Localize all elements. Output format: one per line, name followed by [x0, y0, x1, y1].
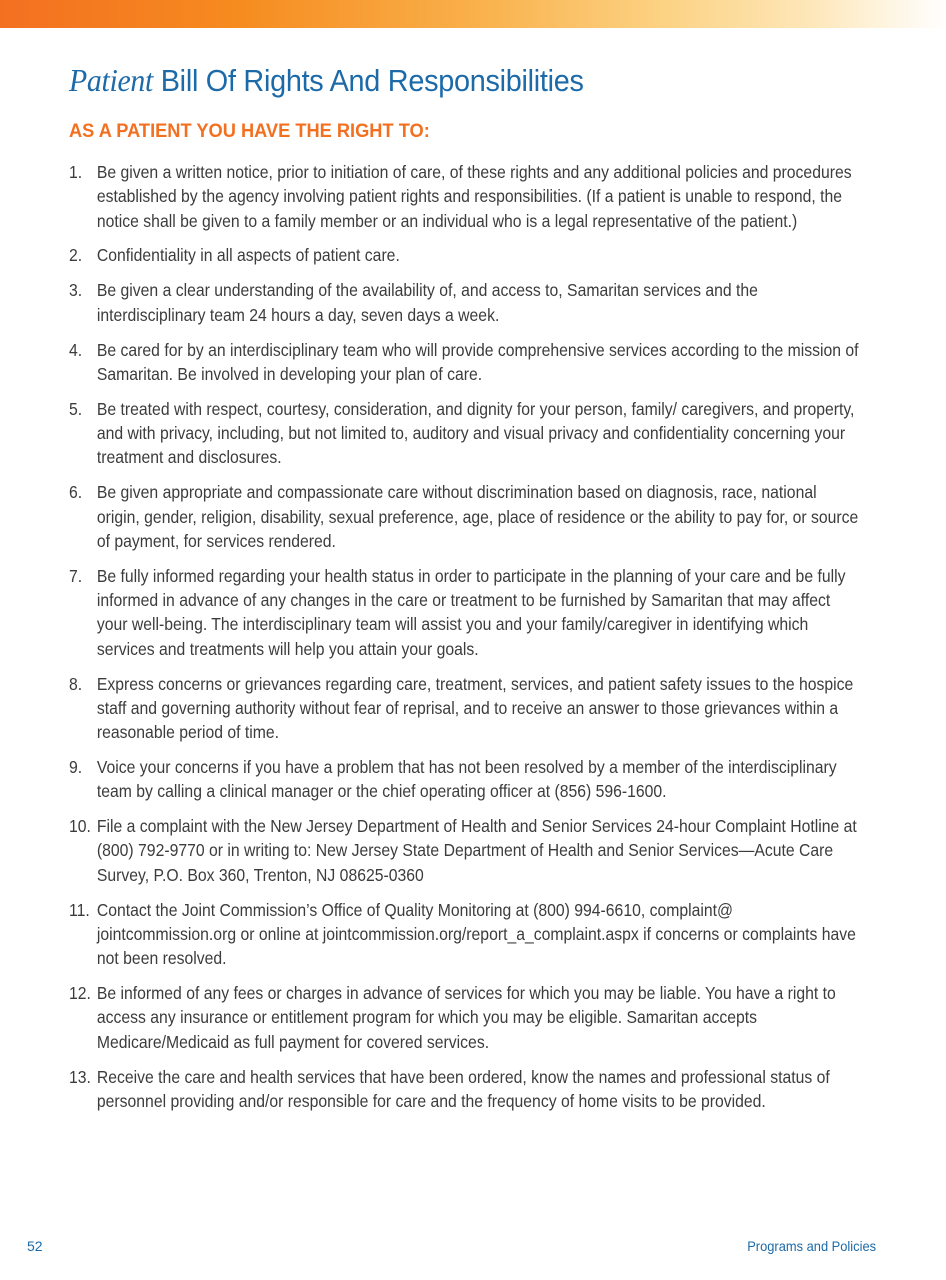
- item-text: Be treated with respect, courtesy, consideration, and dignity for your person, family/ caregivers, and property, and with privacy, including, but not limited to, auditory and visual privacy and confidentiality concerning your treatment and disclosures.: [96, 398, 855, 468]
- item-text: File a complaint with the New Jersey Department of Health and Senior Services 24-hour Complaint Hotline at (800) 792-9770 or in writing to: New Jersey State Department of Health and Senior Services—Acute Care Survey, P.O. Box 360, Trenton, NJ 08625-0360: [96, 816, 857, 885]
- item-text: Be given appropriate and compassionate care without discrimination based on diagnosis, race, national origin, gender, religion, disability, sexual preference, age, place of residence or the ability to pay for, or source of payment, for services rendered.: [96, 482, 859, 551]
- list-item: [69, 278, 861, 327]
- list-item: [69, 898, 861, 971]
- item-text: Be given a clear understanding of the availability of, and access to, Samaritan services and the interdisciplinary team 24 hours a day, seven days a week.: [96, 280, 758, 325]
- list-item: [69, 480, 861, 553]
- item-number: 12.: [69, 983, 91, 1004]
- item-text: Be fully informed regarding your health status in order to participate in the planning of your care and be fully informed in advance of any changes in the care or treatment to be furnished by Samaritan that may affect your well-being. The interdisciplinary team will assist you and your family/caregiver in identifying which services and treatments will help you attain your goals.: [96, 565, 846, 659]
- item-number: 10.: [69, 816, 91, 837]
- list-item: [69, 564, 861, 661]
- list-item: [69, 160, 861, 233]
- list-item: [69, 397, 861, 470]
- footer-section-title: Programs and Policies: [747, 1238, 876, 1254]
- list-item: [69, 672, 861, 745]
- page-title-italic: Patient: [69, 62, 154, 98]
- item-text: Be given a written notice, prior to initiation of care, of these rights and any additional policies and procedures established by the agency involving patient rights and responsibilities. (If a patient is unable to respond, the notice shall be given to a family member or an individual who is a legal representative of the patient.): [96, 162, 852, 231]
- page-number: 52: [27, 1238, 43, 1254]
- item-number: 2.: [69, 245, 83, 266]
- item-number: 4.: [69, 339, 83, 360]
- section-heading: AS A PATIENT YOU HAVE THE RIGHT TO:: [69, 121, 430, 142]
- item-text: Receive the care and health services that have been ordered, know the names and professional status of personnel providing and/or responsible for care and the frequency of home visits to be provided.: [96, 1066, 830, 1111]
- list-item: [69, 1065, 861, 1114]
- item-number: 3.: [69, 280, 83, 301]
- item-number: 7.: [69, 565, 83, 586]
- item-number: 9.: [69, 756, 83, 777]
- item-text: Contact the Joint Commission’s Office of Quality Monitoring at (800) 994-6610, complaint@ jointcommission.org or online at jointcommission.org/report_a_complaint.aspx if concerns or complaints have not been resolved.: [96, 899, 856, 969]
- list-item: [69, 755, 861, 804]
- item-number: 8.: [69, 673, 83, 694]
- decorative-gradient-bar: [0, 0, 946, 28]
- item-text: Be cared for by an interdisciplinary team who will provide comprehensive services according to the mission of Samaritan. Be involved in developing your plan of care.: [96, 339, 859, 384]
- item-number: 5.: [69, 398, 83, 419]
- list-item: [69, 338, 861, 387]
- item-number: 13.: [69, 1066, 91, 1087]
- item-text: Express concerns or grievances regarding care, treatment, services, and patient safety issues to the hospice staff and governing authority without fear of reprisal, and to receive an answer to those grievances within a reasonable period of time.: [96, 673, 854, 743]
- list-item: [69, 243, 861, 267]
- list-item: [69, 814, 861, 887]
- list-item: [69, 981, 861, 1054]
- item-number: 6.: [69, 482, 83, 503]
- page-title-rest: Bill Of Rights And Responsibilities: [153, 63, 584, 98]
- item-text: Be informed of any fees or charges in advance of services for which you may be liable. You have a right to access any insurance or entitlement program for which you may be eligible. Samaritan accepts Medicare/Medicaid as full payment for covered services.: [96, 983, 836, 1052]
- page-title: [69, 62, 584, 99]
- item-text: Confidentiality in all aspects of patient care.: [96, 245, 400, 266]
- item-text: Voice your concerns if you have a problem that has not been resolved by a member of the interdisciplinary team by calling a clinical manager or the chief operating officer at (856) 596-1600.: [96, 756, 837, 802]
- item-number: 11.: [69, 899, 90, 920]
- item-number: 1.: [69, 162, 83, 182]
- rights-list: [69, 160, 861, 1124]
